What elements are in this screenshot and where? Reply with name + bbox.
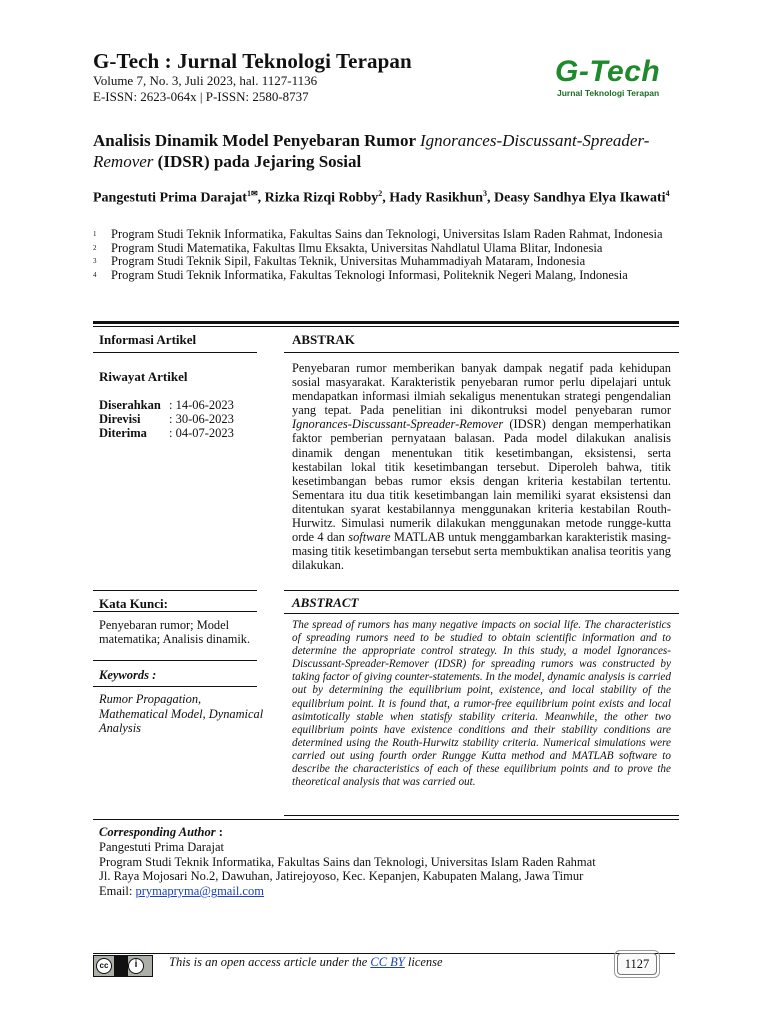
logo-text: G-Tech — [555, 55, 661, 88]
affiliation-num: 1 — [93, 230, 97, 238]
kata-kunci-heading: Kata Kunci: — [99, 596, 168, 611]
cc-by-badge[interactable] — [93, 955, 153, 977]
abstract-head-rule — [284, 613, 679, 614]
abstrak-bottom-rule — [284, 590, 679, 591]
title-part: Analisis Dinamik Model Penyebaran Rumor — [93, 131, 420, 150]
affiliation-item — [93, 269, 675, 283]
author-sup: 4 — [665, 189, 670, 198]
history-heading: Riwayat Artikel — [99, 369, 188, 384]
info-bottom-rule — [93, 590, 257, 591]
affiliation-list — [93, 228, 675, 282]
abstrak-text: Penyebaran rumor memberikan banyak dampak negatif pada kehidupan sosial masyarakat. Karakteristik penyebaran rumor perlu dipelajari untuk mendapatkan informasi ilmiah sekaligus menentukan strategi pengendalian yang tepat. Pada penelitian ini dikontruksi model penyebaran rumor — [292, 361, 671, 418]
kata-kunci-body: Penyebaran rumor; Model matematika; Analisis dinamik. — [99, 618, 251, 646]
date-value: : 14-06-2023 — [169, 398, 234, 412]
affiliation-item — [93, 242, 675, 256]
abstract-body: The spread of rumors has many negative impacts on social life. The characteristics of spreading rumors need to be studied to obtain scientific information and to determine the appropriate control strategy. In this study, a model Ignorances-Discussant-Spreader-Remover (IDSR) for spreading rumors was constructed by taking factor of giving counter-statements. In the model, dynamic analysis is carried out by determining the equilibrium point, existence, and local stability of the equilibrium point. It is found that, a rumor-free equilibrium point exists and local asimtotically stable when statisfy stability criteria. Meanwhile, the other two equilibrium points have existence conditions and their stability conditions are determined using the Routh-Hurwitz stability criteria. Numerical simulations were carried out using fourth order Rungge Kutta method and MATLAB software to describe the characteristics of each of these equilibrium points and to prove the theoretical analysis that was carried out. — [292, 619, 671, 789]
abstrak-italic: Ignorances-Discussant-Spreader-Remover — [292, 417, 504, 432]
corresponding-name: Pangestuti Prima Darajat — [99, 839, 224, 854]
affiliation-text: Program Studi Matematika, Fakultas Ilmu Eksakta, Universitas Nahdlatul Ulama Blitar, Indonesia — [111, 240, 603, 255]
page-number: 1127 — [617, 953, 657, 975]
section-end-rule — [93, 819, 679, 820]
kata-bottom-rule — [93, 660, 257, 661]
affiliation-num: 4 — [93, 270, 97, 279]
top-rule-thin — [93, 326, 679, 327]
date-value: : 04-07-2023 — [169, 426, 234, 440]
abstrak-italic: software — [348, 530, 391, 545]
email-link[interactable]: prymapryma@gmail.com — [135, 884, 264, 899]
affiliation-item — [93, 255, 675, 269]
date-label: Diserahkan — [99, 398, 161, 412]
author-name: Rizka Rizqi Robby — [264, 190, 379, 206]
date-label: Direvisi — [99, 412, 141, 426]
corresponding-address: Jl. Raya Mojosari No.2, Dawuhan, Jatirejoyoso, Kec. Kepanjen, Kabupaten Malang, Jawa Timur — [99, 869, 584, 884]
corresponding-heading: Corresponding Author — [99, 825, 216, 839]
author-list: Pangestuti Prima Darajat$^{1✉}$, Rizka Rizqi Robby$^2$, Hady Rasikhun$^3$, Deasy Sandhya Elya Ikawati$^4$ — [93, 189, 670, 206]
volume-info: Volume 7, No. 3, Juli 2023, hal. 1127-1136 — [93, 73, 318, 88]
info-head-rule — [93, 352, 257, 353]
author-name: Hady Rasikhun — [389, 190, 484, 206]
author-sup: 1✉ — [246, 189, 258, 198]
date-row — [99, 412, 234, 427]
cc-strip — [114, 956, 128, 976]
date-row — [99, 426, 234, 441]
license-post: license — [404, 955, 443, 969]
journal-logo — [555, 57, 675, 98]
author-sup: 2 — [378, 189, 383, 198]
license-link[interactable]: CC BY — [370, 955, 405, 969]
license-text — [169, 955, 443, 970]
corresponding-colon: : — [215, 825, 223, 839]
title-part: (IDSR) pada Jejaring Sosial — [153, 152, 362, 171]
affiliation-num: 2 — [93, 243, 97, 252]
abstrak-heading: ABSTRAK — [292, 332, 355, 347]
keywords-head-rule — [93, 686, 257, 687]
affiliation-text: Program Studi Teknik Informatika, Fakultas Sains dan Teknologi, Universitas Islam Raden Rahmat, Indonesia — [111, 227, 663, 241]
abstrak-head-rule — [284, 352, 679, 353]
abstrak-body — [292, 361, 671, 572]
author-name: Pangestuti Prima Darajat — [93, 190, 247, 206]
footer-rule — [93, 953, 675, 954]
affiliation-num: 3 — [93, 257, 97, 265]
date-label: Diterima — [99, 426, 147, 440]
affiliation-item — [93, 228, 675, 242]
affiliation-text: Program Studi Teknik Informatika, Fakultas Teknologi Informasi, Politeknik Negeri Malang, Indonesia — [111, 267, 628, 282]
top-rule — [93, 321, 679, 324]
article-title — [93, 130, 675, 172]
date-row — [99, 398, 234, 413]
abstract-heading: ABSTRACT — [292, 595, 359, 610]
title-italic: Ignorances-Discussant-Spreader-Remover — [93, 131, 650, 171]
affiliation-text: Program Studi Teknik Sipil, Fakultas Teknik, Universitas Muhammadiyah Mataram, Indonesia — [111, 254, 586, 268]
keywords-body: Rumor Propagation, Mathematical Model, Dynamical Analysis — [99, 692, 264, 735]
corresponding-email-line — [99, 884, 679, 899]
date-value: : 30-06-2023 — [169, 412, 234, 426]
info-heading: Informasi Artikel — [99, 332, 197, 347]
corresponding-author — [99, 825, 679, 899]
by-icon: i — [128, 958, 144, 974]
corresponding-affiliation: Program Studi Teknik Informatika, Fakultas Sains dan Teknologi, Universitas Islam Raden Rahmat — [99, 854, 596, 869]
license-pre: This is an open access article under the — [169, 955, 371, 969]
abstract-bottom-rule — [284, 815, 679, 816]
journal-title: G-Tech : Jurnal Teknologi Terapan — [93, 49, 412, 73]
logo-subtitle: Jurnal Teknologi Terapan — [557, 88, 660, 98]
keywords-heading: Keywords : — [99, 668, 157, 682]
cc-icon: cc — [96, 958, 112, 974]
issn-info: E-ISSN: 2623-064x | P-ISSN: 2580-8737 — [93, 89, 309, 104]
abstrak-text: MATLAB untuk menggambarkan karakteristik masing-masing titik kesetimbangan tersebut serta membuktikan analisa teoritis yang dilakukan. — [292, 530, 671, 573]
author-name: Deasy Sandhya Elya Ikawati — [494, 190, 666, 206]
email-label: Email: — [99, 884, 136, 899]
abstrak-text: (IDSR) dengan memperhatikan faktor pemberian pernyataan balasan. Pada model dilakukan analisis dinamik dengan menentukan titik kesetimbangan, eksistensi, serta kestabilan lokal titik kesetimbangan tersebut. Diperoleh bahwa, titik kesetimbangan bebas rumor eksis dengan kriteria kestabilan tertentu. Sementara itu dua titik kesetimbangan lain memiliki syarat eksistensi dan ditentukan syarat kestabilannya menggunakan kriteria kestabilan Routh-Hurwitz. Simulasi numerik dilakukan menggunakan metode rungge-kutta orde 4 dan — [292, 417, 671, 545]
author-sup: 3 — [483, 189, 488, 198]
